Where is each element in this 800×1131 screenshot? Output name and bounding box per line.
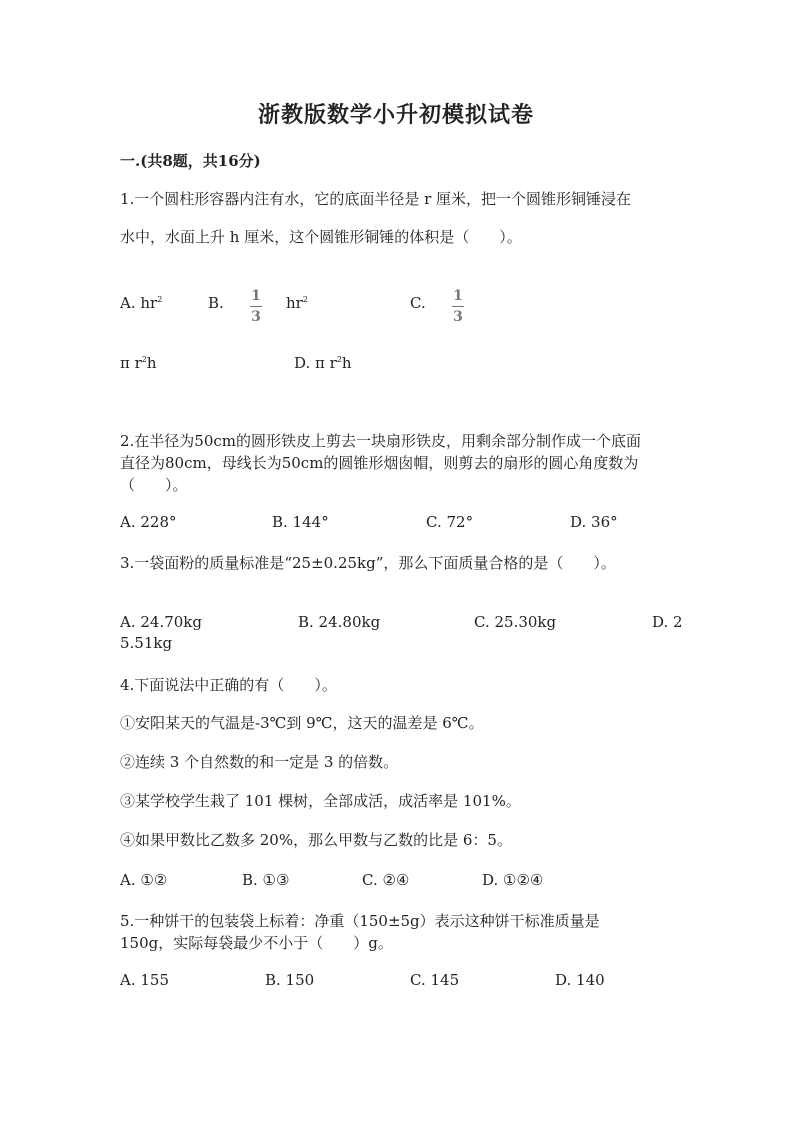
q1-option-c-exponent: 2 [141, 355, 147, 364]
q3-option-b: B. 24.80kg [298, 613, 381, 631]
q2-line-2: 直径为80cm，母线长为50cm的圆锥形烟囱帽，则剪去的扇形的圆心角度数为 [120, 454, 639, 472]
q1-option-c-cont-text: π r [120, 354, 142, 372]
q1-option-a-exponent: 2 [157, 295, 163, 304]
q1-line-2: 水中，水面上升 h 厘米，这个圆锥形铜锤的体积是（ ）。 [120, 228, 522, 246]
q1-option-c-denominator: 3 [453, 309, 463, 325]
q1-option-c-numerator: 1 [453, 288, 463, 304]
q5-option-c: C. 145 [410, 971, 460, 989]
q4-statement-1: ①安阳某天的气温是-3℃到 9℃，这天的温差是 6℃。 [120, 714, 484, 732]
q1-option-a-text: A. hr [120, 294, 158, 312]
section-heading: 一.(共8题，共16分) [120, 152, 261, 170]
q4-option-c: C. ②④ [362, 871, 410, 889]
q3-option-d: D. 2 [652, 613, 683, 631]
q1-option-d-exponent: 2 [336, 355, 342, 364]
q4-option-d: D. ①②④ [482, 871, 544, 889]
q1-option-d-text: D. π r [294, 354, 337, 372]
q1-option-b-tail-text: hr [286, 294, 303, 312]
q1-option-b-fraction [250, 289, 262, 324]
q4-option-a: A. ①② [120, 871, 168, 889]
q5-option-b: B. 150 [265, 971, 315, 989]
page-title: 浙教版数学小升初模拟试卷 [258, 102, 535, 128]
q3-option-c: C. 25.30kg [474, 613, 557, 631]
q5-line-1: 5.一种饼干的包装袋上标着：净重（150±5g）表示这种饼干标准质量是 [120, 912, 600, 930]
q1-option-c-continued [120, 354, 157, 372]
q4-statement-2: ②连续 3 个自然数的和一定是 3 的倍数。 [120, 753, 399, 771]
q1-option-c-cont-tail: h [146, 354, 157, 372]
q3-option-a: A. 24.70kg [120, 613, 203, 631]
q1-option-b-exponent: 2 [302, 295, 308, 304]
q4-option-b: B. ①③ [242, 871, 290, 889]
q2-option-d: D. 36° [570, 513, 618, 531]
q1-option-d [294, 354, 352, 372]
q2-option-a: A. 228° [120, 513, 177, 531]
fraction-bar [250, 306, 262, 307]
q3-option-d-continued: 5.51kg [120, 634, 173, 652]
q4-statement-3: ③某学校学生栽了 101 棵树，全部成活，成活率是 101%。 [120, 792, 521, 810]
q4-statement-4: ④如果甲数比乙数多 20%，那么甲数与乙数的比是 6：5。 [120, 831, 512, 849]
q5-line-2: 150g，实际每袋最少不小于（ ）g。 [120, 934, 393, 952]
q1-line-1: 1.一个圆柱形容器内注有水，它的底面半径是 r 厘米，把一个圆锥形铜锤浸在 [120, 190, 632, 208]
q1-option-b-label: B. [208, 294, 224, 312]
q1-option-c-fraction [452, 289, 464, 324]
q5-option-a: A. 155 [120, 971, 169, 989]
q2-line-1: 2.在半径为50cm的圆形铁皮上剪去一块扇形铁皮，用剩余部分制作成一个底面 [120, 432, 642, 450]
q2-option-b: B. 144° [272, 513, 329, 531]
q1-option-b-tail [286, 294, 308, 312]
q2-line-3: （ ）。 [120, 476, 188, 494]
q5-option-d: D. 140 [555, 971, 605, 989]
q1-option-b-denominator: 3 [251, 309, 261, 325]
q1-option-b-numerator: 1 [251, 288, 261, 304]
fraction-bar [452, 306, 464, 307]
q1-option-c-label: C. [410, 294, 426, 312]
q1-option-a [120, 294, 162, 312]
q3-line-1: 3.一袋面粉的质量标准是“25±0.25kg”，那么下面质量合格的是（ ）。 [120, 554, 616, 572]
q1-option-d-tail: h [341, 354, 352, 372]
q2-option-c: C. 72° [426, 513, 474, 531]
q4-line-1: 4.下面说法中正确的有（ ）。 [120, 676, 337, 694]
